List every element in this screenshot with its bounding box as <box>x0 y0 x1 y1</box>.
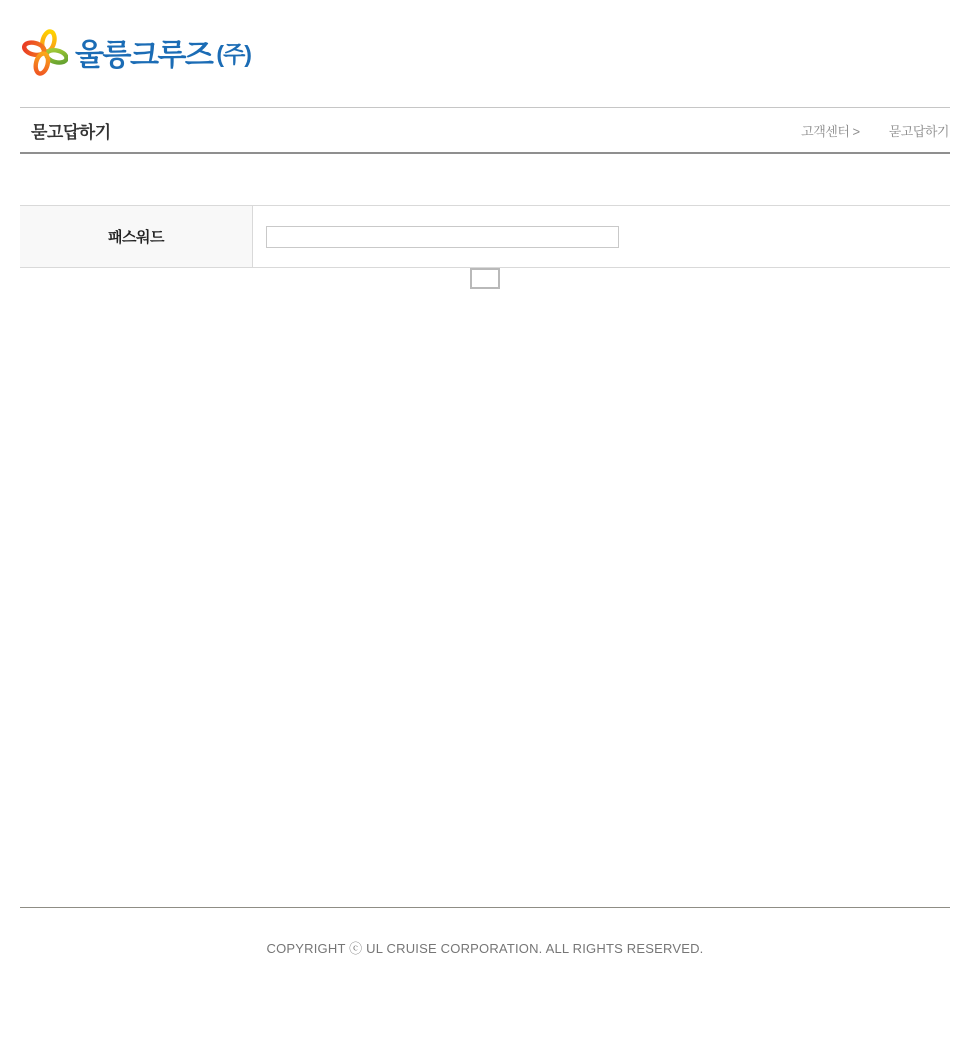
breadcrumb <box>801 121 949 140</box>
password-input-cell <box>253 206 950 267</box>
footer <box>20 907 950 957</box>
password-table <box>20 205 950 268</box>
copyright-text: COPYRIGHT ⓒ UL CRUISE CORPORATION. ALL RIGHTS RESERVED. <box>266 941 704 956</box>
page-title-bar <box>20 107 950 154</box>
table-row <box>20 206 950 267</box>
breadcrumb-parent[interactable]: 고객센터 > <box>801 123 860 139</box>
breadcrumb-current[interactable]: 묻고답하기 <box>888 123 949 139</box>
site-header <box>0 0 970 76</box>
password-label-cell <box>20 206 253 267</box>
page-title: 묻고답하기 <box>31 122 111 142</box>
password-input[interactable] <box>266 226 619 248</box>
main-content <box>0 205 970 289</box>
submit-button[interactable] <box>470 268 500 289</box>
logo-flower-icon <box>22 28 68 76</box>
logo-company-name: 울릉크루즈 <box>75 39 213 72</box>
logo-company-suffix: (주) <box>216 40 251 67</box>
password-label: 패스워드 <box>108 229 164 246</box>
logo[interactable] <box>22 28 251 76</box>
